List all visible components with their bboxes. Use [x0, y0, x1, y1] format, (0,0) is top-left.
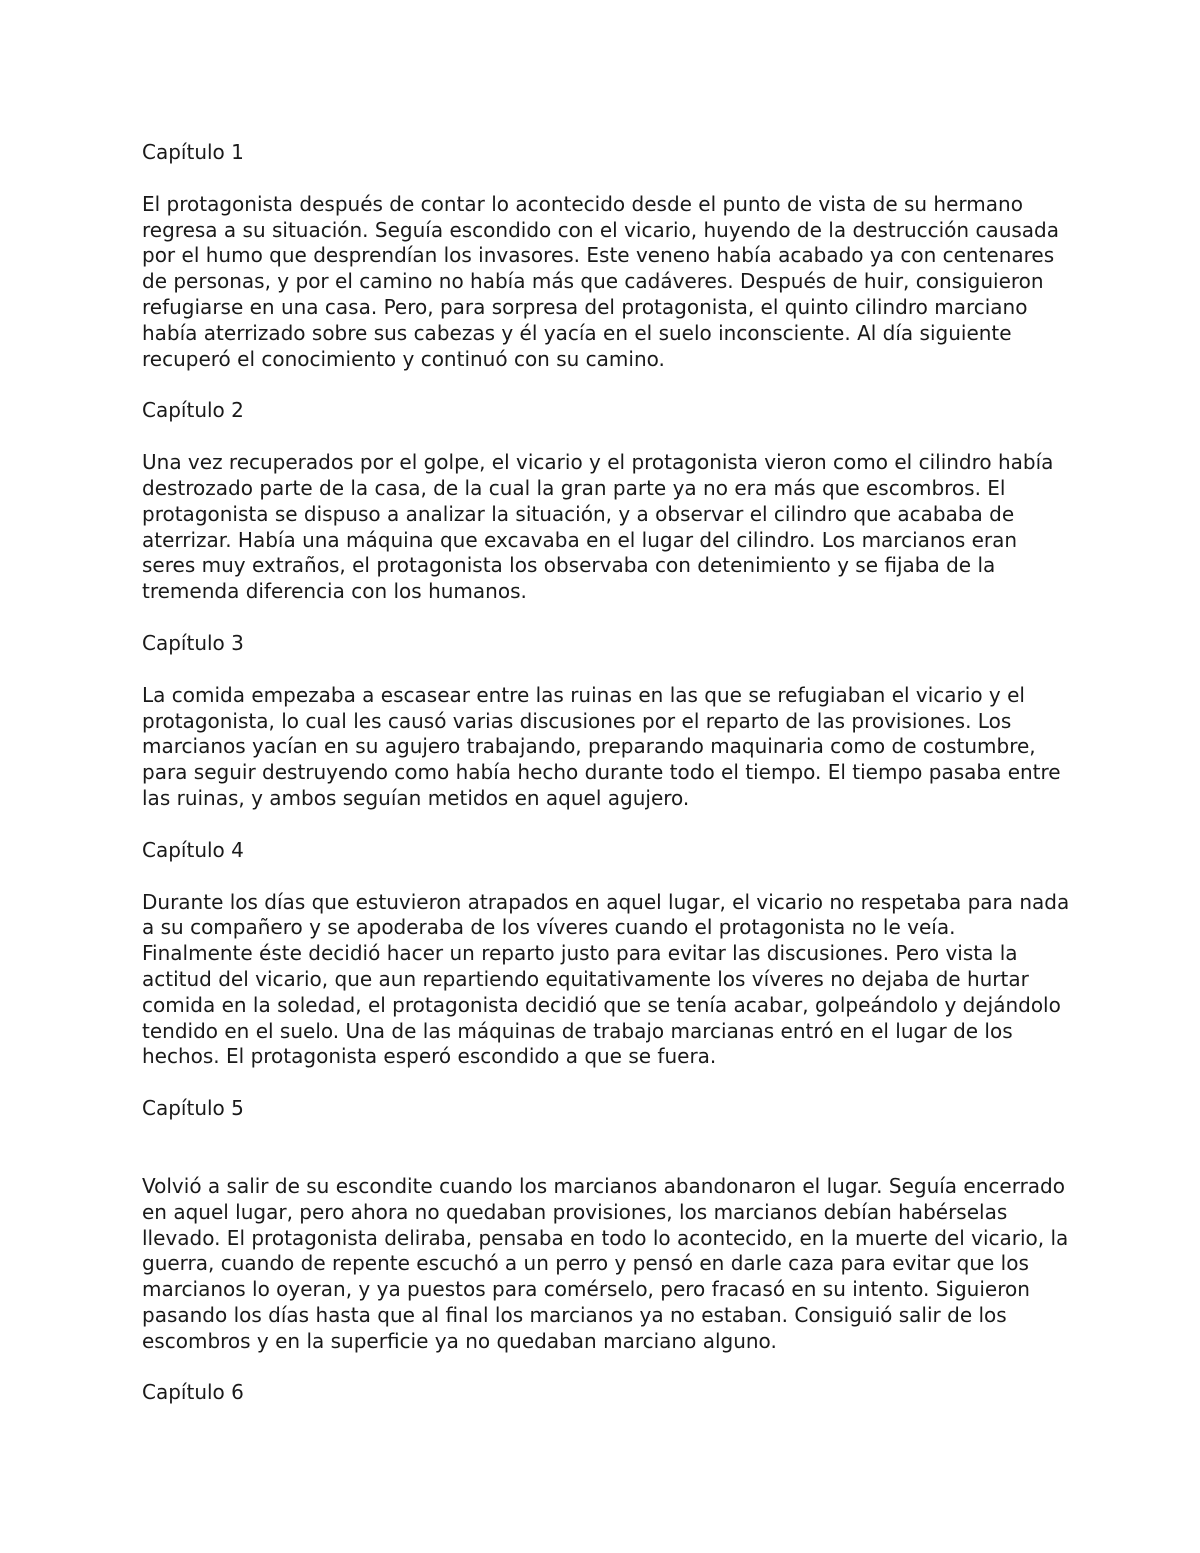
chapter-heading: Capítulo 1	[142, 140, 244, 164]
chapter-heading: Capítulo 3	[142, 630, 244, 655]
chapter-5	[142, 1096, 1072, 1354]
chapter-heading: Capítulo 4	[142, 837, 244, 862]
chapter-4	[142, 838, 1072, 1070]
chapter-1	[142, 140, 1072, 372]
document-body	[142, 140, 1072, 1432]
chapter-paragraph: Una vez recuperados por el golpe, el vicario y el protagonista vieron como el cilindro había destrozado parte de la casa, de la cual la gran parte ya no era más que escombros. El protagonista se dispuso a analizar la situación, y a observar el cilindro que acababa de aterrizar. Había una máquina que excavaba en el lugar del cilindro. Los marcianos eran seres muy extraños, el protagonista los observaba con detenimiento y se fijaba de la tremenda diferencia con los humanos.	[142, 450, 1054, 604]
chapter-paragraph: La comida empezaba a escasear entre las ruinas en las que se refugiaban el vicario y el protagonista, lo cual les causó varias discusiones por el reparto de las provisiones. Los marcianos yacían en su agujero trabajando, preparando maquinaria como de costumbre, para seguir destruyendo como había hecho durante todo el tiempo. El tiempo pasaba entre las ruinas, y ambos seguían metidos en aquel agujero.	[142, 682, 1061, 810]
chapter-2	[142, 398, 1072, 605]
chapter-3	[142, 631, 1072, 812]
chapter-heading: Capítulo 6	[142, 1380, 244, 1405]
chapter-6	[142, 1380, 1072, 1406]
chapter-paragraph: Volvió a salir de su escondite cuando los marcianos abandonaron el lugar. Seguía encerrado en aquel lugar, pero ahora no quedaban provisiones, los marcianos debían habérselas llevado. El protagonista deliraba, pensaba en todo lo acontecido, en la muerte del vicario, la guerra, cuando de repente escuchó a un perro y pensó en darle caza para evitar que los marcianos lo oyeran, y ya puestos para comérselo, pero fracasó en su intento. Siguieron pasando los días hasta que al final los marcianos ya no estaban. Consiguió salir de los escombros y en la superficie ya no quedaban marciano alguno.	[142, 1173, 1069, 1353]
chapter-paragraph: El protagonista después de contar lo acontecido desde el punto de vista de su hermano regresa a su situación. Seguía escondido con el vicario, huyendo de la destrucción causada por el humo que desprendían los invasores. Este veneno había acabado ya con centenares de personas, y por el camino no había más que cadáveres. Después de huir, consiguieron refugiarse en una casa. Pero, para sorpresa del protagonista, el quinto cilindro marciano había aterrizado sobre sus cabezas y él yacía en el suelo inconsciente. Al día siguiente recuperó el conocimiento y continuó con su camino.	[142, 191, 1059, 371]
chapter-paragraph: Durante los días que estuvieron atrapados en aquel lugar, el vicario no respetaba para nada a su compañero y se apoderaba de los víveres cuando el protagonista no le veía. Finalmente éste decidió hacer un reparto justo para evitar las discusiones. Pero vista la actitud del vicario, que aun repartiendo equitativamente los víveres no dejaba de hurtar comida en la soledad, el protagonista decidió que se tenía acabar, golpeándolo y dejándolo tendido en el suelo. Una de las máquinas de trabajo marcianas entró en el lugar de los hechos. El protagonista esperó escondido a que se fuera.	[142, 889, 1070, 1069]
chapter-heading: Capítulo 2	[142, 398, 244, 423]
chapter-heading: Capítulo 5	[142, 1096, 244, 1121]
